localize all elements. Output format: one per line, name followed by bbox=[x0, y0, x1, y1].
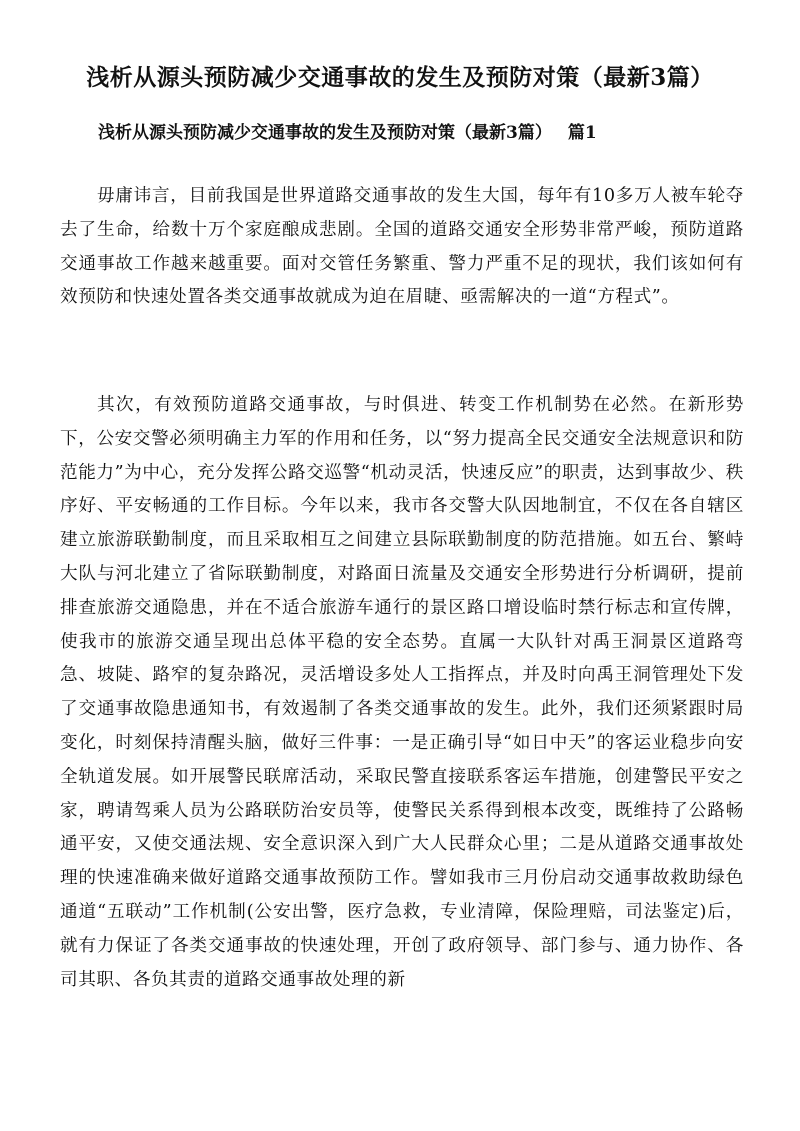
section-heading bbox=[60, 118, 788, 148]
section-heading-text: 浅析从源头预防减少交通事故的发生及预防对策（最新3篇） bbox=[98, 123, 552, 143]
paragraph-1: 毋庸讳言，目前我国是世界道路交通事故的发生大国，每年有10多万人被车轮夺去了生命，给数十万个家庭酿成悲剧。全国的道路交通安全形势非常严峻，预防道路交通事故工作越来越重要。面对交管任务繁重、警力严重不足的现状，我们该如何有效预防和快速处置各类交通事故就成为迫在眉睫、亟需解决的一道“方程式”。 bbox=[60, 186, 744, 308]
section-part-label: 篇1 bbox=[567, 123, 597, 143]
document-title: 浅析从源头预防减少交通事故的发生及预防对策（最新3篇） bbox=[86, 64, 714, 91]
paragraph-2: 其次，有效预防道路交通事故，与时俱进、转变工作机制势在必然。在新形势下，公安交警必须明确主力军的作用和任务，以“努力提高全民交通安全法规意识和防范能力”为中心，充分发挥公路交巡警“机动灵活，快速反应”的职责，达到事故少、秩序好、平安畅通的工作目标。今年以来，我市各交警大队因地制宜，不仅在各自辖区建立旅游联勤制度，而且采取相互之间建立县际联勤制度的防范措施。如五台、繁峙大队与河北建立了省际联勤制度，对路面日流量及交通安全形势进行分析调研，提前排查旅游交通隐患，并在不适合旅游车通行的景区路口增设临时禁行标志和宣传牌，使我市的旅游交通呈现出总体平稳的安全态势。直属一大队针对禹王洞景区道路弯急、坡陡、路窄的复杂路况，灵活增设多处人工指挥点，并及时向禹王洞管理处下发了交通事故隐患通知书，有效遏制了各类交通事故的发生。此外，我们还须紧跟时局变化，时刻保持清醒头脑，做好三件事：一是正确引导“如日中天”的客运业稳步向安全轨道发展。如开展警民联席活动，采取民警直接联系客运车措施，创建警民平安之家，聘请驾乘人员为公路联防治安员等，使警民关系得到根本改变，既维持了公路畅通平安，又使交通法规、安全意识深入到广大人民群众心里；二是从道路交通事故处理的快速准确来做好道路交通事故预防工作。譬如我市三月份启动交通事故救助绿色通道“五联动”工作机制(公安出警，医疗急救，专业清障，保险理赔，司法鉴定)后，就有力保证了各类交通事故的快速处理，开创了政府领导、部门参与、通力协作、各司其职、各负其责的道路交通事故处理的新 bbox=[60, 395, 744, 990]
